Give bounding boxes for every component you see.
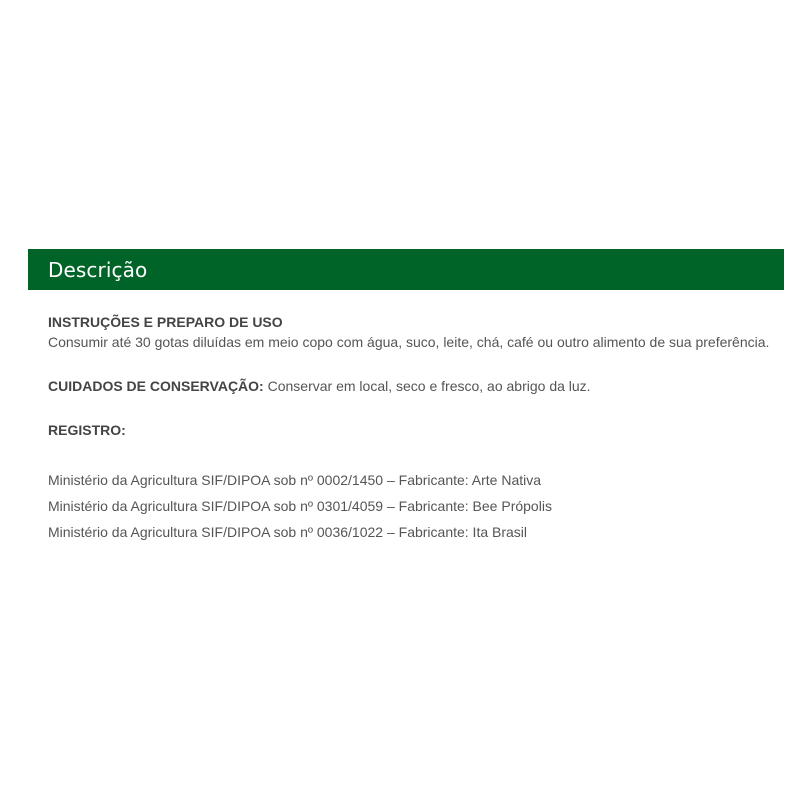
spacer [48, 352, 784, 376]
conservation-paragraph [48, 376, 784, 396]
instructions-heading: INSTRUÇÕES E PREPARO DE USO [48, 314, 283, 330]
description-header [28, 249, 784, 290]
registry-entry: Ministério da Agricultura SIF/DIPOA sob nº 0002/1450 – Fabricante: Arte Nativa [48, 472, 542, 488]
spacer [48, 396, 784, 420]
registry-entry: Ministério da Agricultura SIF/DIPOA sob nº 0036/1022 – Fabricante: Ita Brasil [48, 524, 528, 540]
spacer [48, 440, 784, 467]
registry-entry: Ministério da Agricultura SIF/DIPOA sob nº 0301/4059 – Fabricante: Bee Própolis [48, 498, 552, 514]
conservation-label: CUIDADOS DE CONSERVAÇÃO: [48, 378, 264, 394]
description-content [48, 312, 784, 545]
registry-heading: REGISTRO: [48, 422, 126, 438]
description-title: Descrição [48, 257, 148, 282]
instructions-text: Consumir até 30 gotas diluídas em meio copo com água, suco, leite, chá, café ou outro alimento de sua preferência. [48, 334, 770, 350]
conservation-text: Conservar em local, seco e fresco, ao abrigo da luz. [263, 378, 591, 394]
